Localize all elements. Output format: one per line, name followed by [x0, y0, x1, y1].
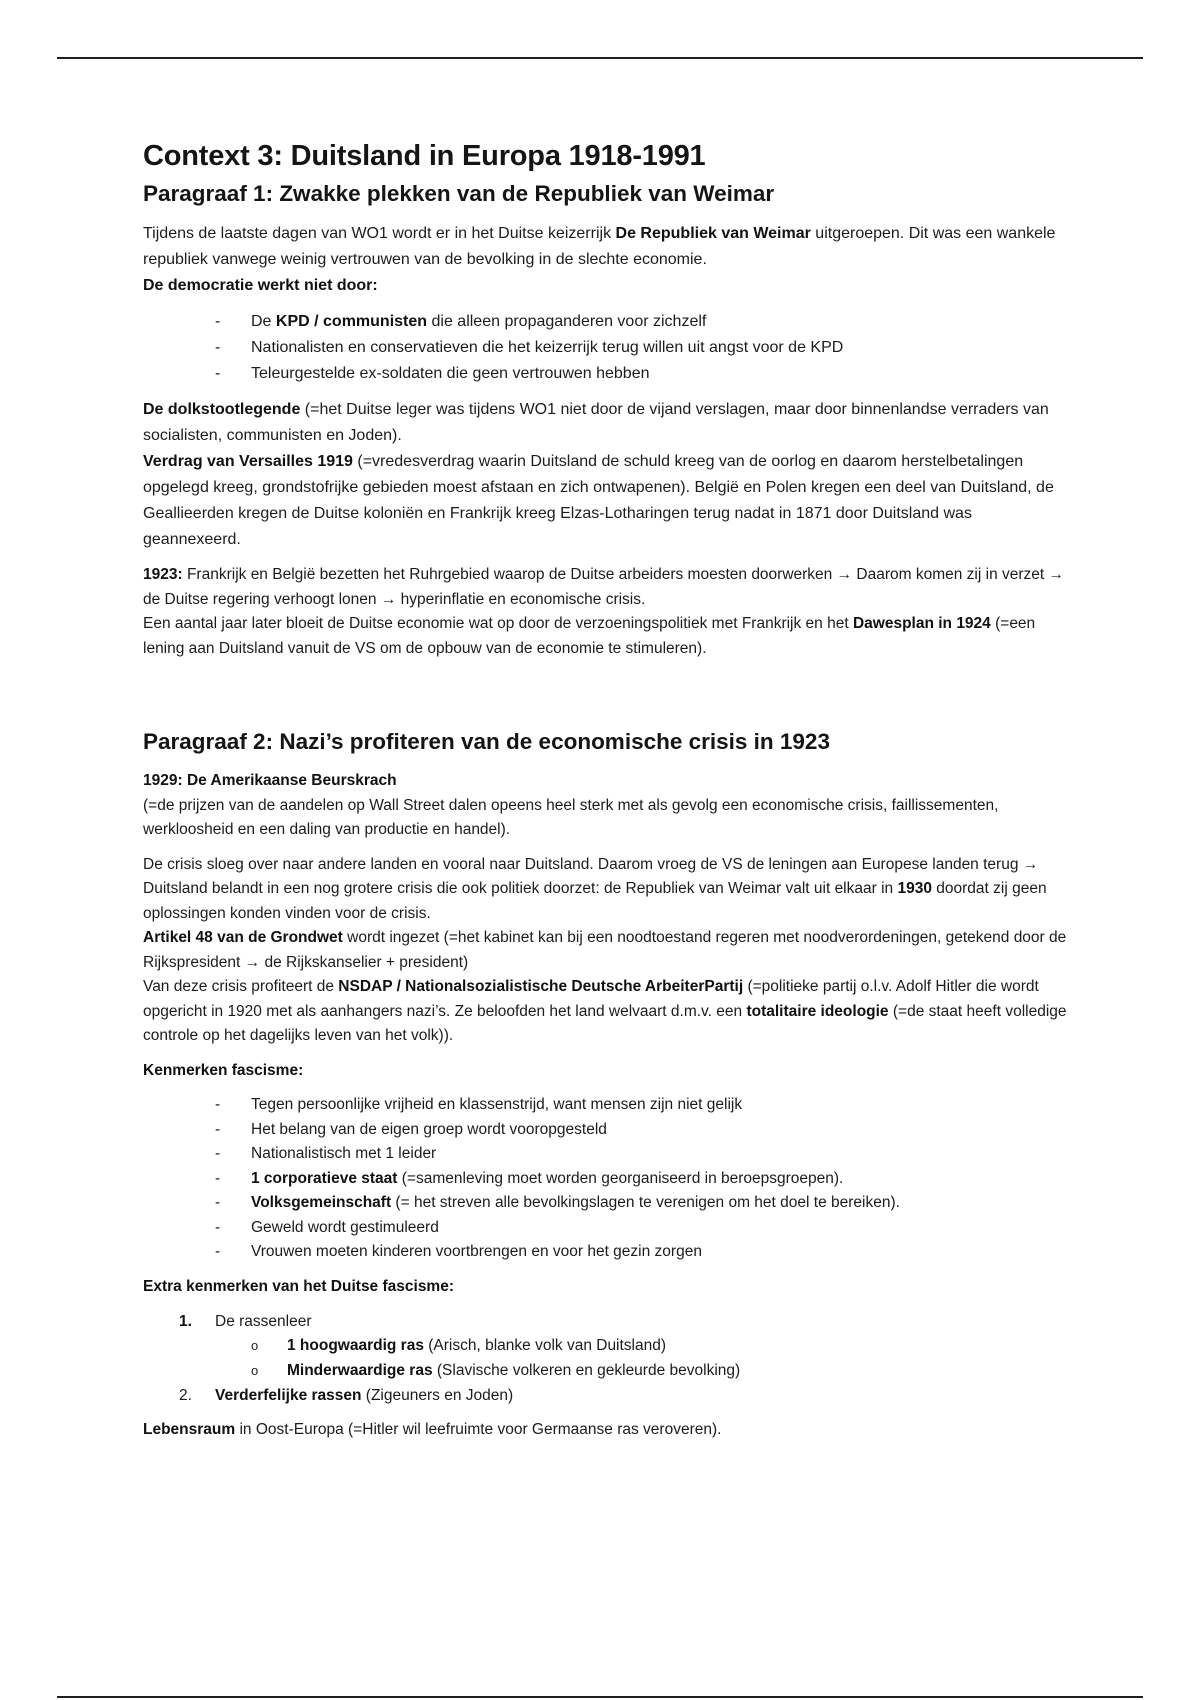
nsdap-paragraph: Van deze crisis profiteert de NSDAP / Nationalsozialistische Deutsche ArbeiterPartij (=politieke partij o.l.v. Adolf Hitler die wordt opgericht in 1920 met als aanhangers nazi’s. Ze beloofden het land welvaart d.m.v. een totalitaire ideologie (=de staat heeft volledige controle op het dagelijks leven van het volk)). — [143, 978, 1067, 1044]
democracy-list — [143, 309, 1073, 387]
bottom-rule — [57, 1696, 1143, 1698]
crash-paragraph: (=de prijzen van de aandelen op Wall Street dalen opeens heel sterk met als gevolg een economische crisis, faillissementen, werkloosheid en een daling van productie en handel). — [143, 796, 999, 838]
article48-paragraph: Artikel 48 van de Grondwet wordt ingezet (=het kabinet kan bij een noodtoestand regeren met noodverordeningen, getekend door de Rijkspresident → de Rijkskanselier + president) — [143, 929, 1067, 971]
sub-list-item: o 1 hoogwaardig ras (Arisch, blanke volk van Duitsland) — [251, 1334, 1073, 1359]
intro-paragraph: Tijdens de laatste dagen van WO1 wordt er in het Duitse keizerrijk De Republiek van Weimar uitgeroepen. Dit was een wankele republiek vanwege weinig vertrouwen van de bevolking in de slechte economie. — [143, 225, 1056, 268]
list-item: 2. Verderfelijke rassen (Zigeuners en Joden) — [179, 1387, 514, 1404]
document-body — [143, 140, 1073, 1443]
lebensraum-paragraph: Lebensraum in Oost-Europa (=Hitler wil leefruimte voor Germaanse ras veroveren). — [143, 1421, 722, 1438]
top-rule — [57, 57, 1143, 59]
list-item: 1. De rassenleer o 1 hoogwaardig ras (Arisch, blanke volk van Duitsland) o Minderwaardige ras (Slavische volkeren en gekleurde bevolking) — [179, 1309, 1073, 1383]
list-item: - Teleurgestelde ex-soldaten die geen vertrouwen hebben — [215, 361, 1073, 387]
extra-heading: Extra kenmerken van het Duitse fascisme: — [143, 1277, 454, 1295]
list-item: - De KPD / communisten die alleen propaganderen voor zichzelf — [215, 309, 1073, 335]
democracy-heading: De democratie werkt niet door: — [143, 277, 378, 294]
crash-heading: 1929: De Amerikaanse Beurskrach — [143, 772, 397, 789]
dawes-paragraph: Een aantal jaar later bloeit de Duitse economie wat op door de verzoeningspolitiek met Frankrijk en het Dawesplan in 1924 (=een lening aan Duitsland vanuit de VS om de opbouw van de economie te stimuleren). — [143, 615, 1036, 657]
fascism-heading: Kenmerken fascisme: — [143, 1061, 304, 1079]
extra-list — [143, 1309, 1073, 1408]
list-item: - Het belang van de eigen groep wordt vooropgesteld — [215, 1118, 1073, 1143]
section-heading-1: Paragraaf 1: Zwakke plekken van de Republiek van Weimar — [143, 181, 775, 206]
section-heading-2: Paragraaf 2: Nazi’s profiteren van de economische crisis in 1923 — [143, 729, 830, 754]
list-item: - Nationalistisch met 1 leider — [215, 1142, 1073, 1167]
fascism-list — [143, 1093, 1073, 1265]
year-1923-paragraph: 1923: Frankrijk en België bezetten het Ruhrgebied waarop de Duitse arbeiders moesten doorwerken → Daarom komen zij in verzet → de Duitse regering verhoogt lonen → hyperinflatie en economische crisis. — [143, 566, 1065, 608]
crisis-paragraph: De crisis sloeg over naar andere landen en vooral naar Duitsland. Daarom vroeg de VS de leningen aan Europese landen terug → Duitsland belandt in een nog grotere crisis die ook politiek doorzet: de Republiek van Weimar valt uit elkaar in 1930 doordat zij geen oplossingen konden vinden voor de crisis. — [143, 855, 1047, 922]
list-item: - Nationalisten en conservatieven die het keizerrijk terug willen uit angst voor de KPD — [215, 335, 1073, 361]
list-item: - 1 corporatieve staat (=samenleving moet worden georganiseerd in beroepsgroepen). — [215, 1167, 1073, 1192]
dolkstoot-paragraph: De dolkstootlegende (=het Duitse leger was tijdens WO1 niet door de vijand verslagen, maar door binnenlandse verraders van socialisten, communisten en Joden). — [143, 401, 1049, 444]
list-item: - Tegen persoonlijke vrijheid en klassenstrijd, want mensen zijn niet gelijk — [215, 1093, 1073, 1118]
list-item: - Vrouwen moeten kinderen voortbrengen en voor het gezin zorgen — [215, 1240, 1073, 1265]
list-item: - Geweld wordt gestimuleerd — [215, 1216, 1073, 1241]
versailles-paragraph: Verdrag van Versailles 1919 (=vredesverdrag waarin Duitsland de schuld kreeg van de oorlog en daarom herstelbetalingen opgelegd kreeg, grondstofrijke gebieden moest afstaan en zich ontwapenen). België en Polen kregen een deel van Duitsland, de Geallieerden kregen de Duitse koloniën en Frankrijk kreeg Elzas-Lotharingen terug nadat in 1871 door Duitsland was geannexeerd. — [143, 453, 1054, 548]
sub-list — [215, 1334, 1073, 1383]
page-title: Context 3: Duitsland in Europa 1918-1991 — [143, 140, 706, 172]
sub-list-item: o Minderwaardige ras (Slavische volkeren en gekleurde bevolking) — [251, 1359, 1073, 1384]
list-item: - Volksgemeinschaft (= het streven alle bevolkingslagen te verenigen om het doel te bereiken). — [215, 1191, 1073, 1216]
